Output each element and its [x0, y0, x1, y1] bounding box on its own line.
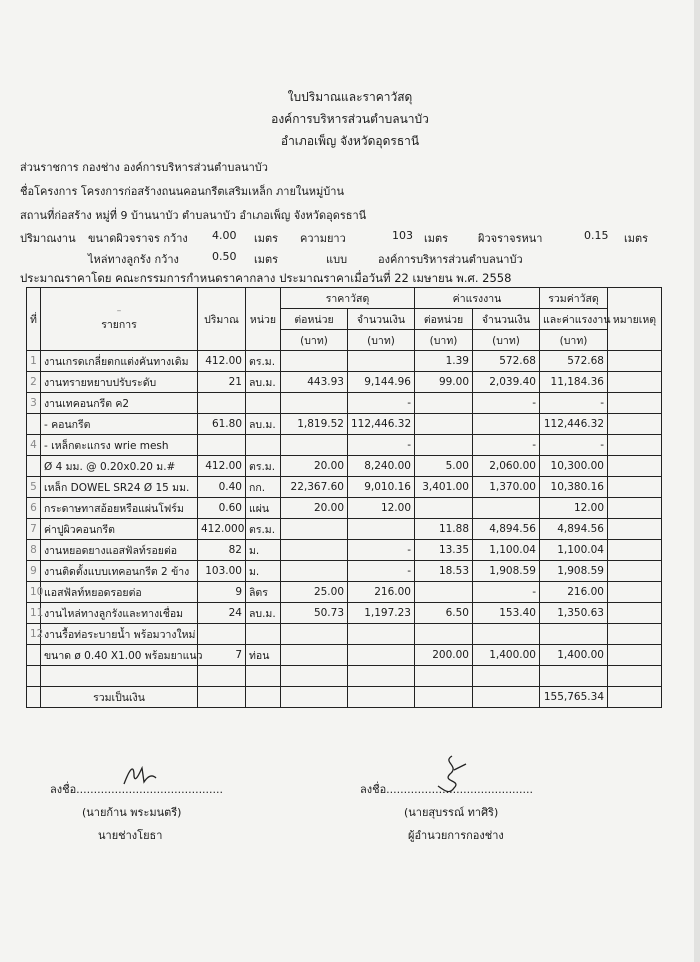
cell-unit: แผ่น [246, 498, 281, 519]
cell-ma: 8,240.00 [348, 456, 415, 477]
cell-la [473, 624, 540, 645]
cell-unit: ลบ.ม. [246, 414, 281, 435]
cell-mp [281, 351, 348, 372]
total-label: รวมเป็นเงิน [41, 687, 198, 708]
cell-mp: 20.00 [281, 456, 348, 477]
cell-mp: 50.73 [281, 603, 348, 624]
cell-unit [246, 393, 281, 414]
left-signer-name: (นายก้าน พระมนตรี) [82, 806, 182, 819]
cell-no: 3 [27, 393, 41, 414]
left-signature-mark [120, 762, 160, 788]
cell-unit: ลบ.ม. [246, 603, 281, 624]
cell-item: เหล็ก DOWEL SR24 Ø 15 มม. [41, 477, 198, 498]
total-row [27, 687, 662, 708]
cell-unit: ม. [246, 561, 281, 582]
cell-mp [281, 435, 348, 456]
cell-tot: 4,894.56 [540, 519, 608, 540]
header-mat-per: ต่อหน่วย [281, 309, 348, 330]
cell-unit: ตร.ม. [246, 456, 281, 477]
thick-label: ผิวจราจรหนา [478, 232, 543, 245]
cell-la [473, 666, 540, 687]
cell-lp: 200.00 [415, 645, 473, 666]
cell-remark [608, 561, 662, 582]
cell-lp [415, 393, 473, 414]
cell-la: 4,894.56 [473, 519, 540, 540]
cell-qty: 0.60 [198, 498, 246, 519]
cell-item: ค่าปูผิวคอนกรีต [41, 519, 198, 540]
cell-qty: 412.00 [198, 456, 246, 477]
cell-lp: 3,401.00 [415, 477, 473, 498]
cell-qty: 24 [198, 603, 246, 624]
cell-ma: - [348, 561, 415, 582]
cell-lp [415, 414, 473, 435]
cell-remark [608, 519, 662, 540]
unit-m-1: เมตร [254, 232, 279, 245]
cell-tot: 11,184.36 [540, 372, 608, 393]
header-item-label: รายการ [101, 318, 137, 331]
cell-la: 2,060.00 [473, 456, 540, 477]
cell-qty: 412.00 [198, 351, 246, 372]
cell-ma: 9,144.96 [348, 372, 415, 393]
cell-lp [415, 435, 473, 456]
cell-unit: ตร.ม. [246, 351, 281, 372]
price-table [26, 287, 662, 708]
cell-qty: 7 [198, 645, 246, 666]
cell-qty [198, 435, 246, 456]
cell-ma [348, 666, 415, 687]
cell-lp [415, 582, 473, 603]
cell-remark [608, 624, 662, 645]
table-row [27, 603, 662, 624]
dept-line: ส่วนราชการ กองช่าง องค์การบริหารส่วนตำบลนาบัว [20, 161, 268, 174]
left-sign-line: ลงชื่อ.......................................... [50, 783, 224, 796]
cell-unit: ท่อน [246, 645, 281, 666]
left-signer-title: นายช่างโยธา [98, 829, 163, 842]
cell-la: - [473, 582, 540, 603]
cell-no [27, 456, 41, 477]
cell-no [27, 666, 41, 687]
cell-mp: 22,367.60 [281, 477, 348, 498]
cell-la: 572.68 [473, 351, 540, 372]
header-labor: ค่าแรงงาน [415, 288, 540, 309]
table-row [27, 561, 662, 582]
right-signer-name: (นายสุบรรณ์ ทาศิริ) [404, 806, 499, 819]
cell-ma [348, 624, 415, 645]
cell-remark [608, 435, 662, 456]
cell-la [473, 414, 540, 435]
header-baht-5: (บาท) [540, 330, 608, 351]
cell-mp [281, 624, 348, 645]
cell-item: Ø 4 มม. @ 0.20x0.20 ม.# [41, 456, 198, 477]
cell-tot: 1,908.59 [540, 561, 608, 582]
cell-lp: 5.00 [415, 456, 473, 477]
shoulder-value: 0.50 [212, 250, 237, 263]
cell-mp: 443.93 [281, 372, 348, 393]
table-row [27, 351, 662, 372]
cell-ma: 112,446.32 [348, 414, 415, 435]
cell-lp [415, 498, 473, 519]
cell-lp: 6.50 [415, 603, 473, 624]
table-row [27, 414, 662, 435]
cell-qty: 103.00 [198, 561, 246, 582]
cell-tot: 1,350.63 [540, 603, 608, 624]
cell-item [41, 666, 198, 687]
cell-qty [198, 666, 246, 687]
cell-no: 8 [27, 540, 41, 561]
header-remark: หมายเหตุ [608, 288, 662, 351]
cell-no [27, 414, 41, 435]
cell-unit: ลิตร [246, 582, 281, 603]
cell-mp [281, 393, 348, 414]
cell-la: - [473, 393, 540, 414]
unit-m-4: เมตร [254, 253, 279, 266]
cell-item: งานเทคอนกรีต ค2 [41, 393, 198, 414]
right-signature-mark [432, 752, 472, 798]
cell-no: 7 [27, 519, 41, 540]
cell-item: งานทรายหยาบปรับระดับ [41, 372, 198, 393]
cell-ma: - [348, 540, 415, 561]
table-row [27, 582, 662, 603]
header-qty: ปริมาณ [198, 288, 246, 351]
doc-location: อำเภอเพ็ญ จังหวัดอุดรธานี [280, 134, 420, 148]
cell-tot: 10,300.00 [540, 456, 608, 477]
site-line: สถานที่ก่อสร้าง หมู่ที่ 9 บ้านนาบัว ตำบลนาบัว อำเภอเพ็ญ จังหวัดอุดรธานี [20, 209, 367, 222]
cell-item: งานหยอดยางแอสฟัลท์รอยต่อ [41, 540, 198, 561]
cell-remark [608, 456, 662, 477]
cell-ma: 9,010.16 [348, 477, 415, 498]
cell-item: - เหล็กตะแกรง wrie mesh [41, 435, 198, 456]
cell-no: 12 [27, 624, 41, 645]
header-baht-4: (บาท) [473, 330, 540, 351]
cell-mp [281, 519, 348, 540]
cell-no: 9 [27, 561, 41, 582]
cell-remark [608, 414, 662, 435]
cell-no: 10 [27, 582, 41, 603]
header-mat-amt: จำนวนเงิน [348, 309, 415, 330]
table-row [27, 393, 662, 414]
cell-qty: 61.80 [198, 414, 246, 435]
cell-qty: 21 [198, 372, 246, 393]
unit-m-2: เมตร [424, 232, 449, 245]
cell-item: แอสฟัลท์หยอดรอยต่อ [41, 582, 198, 603]
cell-ma: 12.00 [348, 498, 415, 519]
table-row [27, 624, 662, 645]
doc-title: ใบปริมาณและราคาวัสดุ [287, 90, 413, 104]
cell-remark [608, 477, 662, 498]
cell-no: 11 [27, 603, 41, 624]
cell-mp: 20.00 [281, 498, 348, 519]
cell-tot: 12.00 [540, 498, 608, 519]
cell-la: 2,039.40 [473, 372, 540, 393]
cell-tot: 10,380.16 [540, 477, 608, 498]
cell-qty [198, 624, 246, 645]
cell-qty: 412.000 [198, 519, 246, 540]
doc-org: องค์การบริหารส่วนตำบลนาบัว [271, 112, 429, 126]
header-unit: หน่วย [246, 288, 281, 351]
cell-remark [608, 351, 662, 372]
header-baht-2: (บาท) [348, 330, 415, 351]
table-row [27, 498, 662, 519]
cell-tot: 1,100.04 [540, 540, 608, 561]
cell-mp [281, 645, 348, 666]
header-material: ราคาวัสดุ [281, 288, 415, 309]
cell-remark [608, 582, 662, 603]
cell-tot: 1,400.00 [540, 645, 608, 666]
header-item [41, 288, 198, 351]
cell-lp: 13.35 [415, 540, 473, 561]
cell-qty: 82 [198, 540, 246, 561]
cell-lp: 1.39 [415, 351, 473, 372]
cell-unit: ลบ.ม. [246, 372, 281, 393]
table-row [27, 435, 662, 456]
right-signer-title: ผู้อำนวยการกองช่าง [408, 829, 504, 842]
project-line: ชื่อโครงการ โครงการก่อสร้างถนนคอนกรีตเสริมเหล็ก ภายในหมู่บ้าน [20, 185, 344, 198]
cell-tot: 572.68 [540, 351, 608, 372]
table-row [27, 666, 662, 687]
cell-tot [540, 666, 608, 687]
header-lab-amt: จำนวนเงิน [473, 309, 540, 330]
header-total-2: และค่าแรงงาน [540, 309, 608, 330]
header-baht-3: (บาท) [415, 330, 473, 351]
cell-no [27, 645, 41, 666]
cell-remark [608, 372, 662, 393]
cell-la: 1,370.00 [473, 477, 540, 498]
cell-ma: 216.00 [348, 582, 415, 603]
cell-mp [281, 666, 348, 687]
cell-mp: 25.00 [281, 582, 348, 603]
cell-no: 2 [27, 372, 41, 393]
length-label: ความยาว [300, 232, 346, 245]
cell-mp [281, 540, 348, 561]
width-value: 4.00 [212, 229, 237, 242]
table-header-row-1 [27, 288, 662, 309]
estimate-line: ประมาณราคาโดย คณะกรรมการกำหนดราคากลาง ประมาณราคาเมื่อวันที่ 22 เมษายน พ.ศ. 2558 [20, 271, 512, 285]
cell-unit [246, 435, 281, 456]
header-lab-per: ต่อหน่วย [415, 309, 473, 330]
cell-la: 1,100.04 [473, 540, 540, 561]
cell-item: - คอนกรีต [41, 414, 198, 435]
cell-qty: 9 [198, 582, 246, 603]
header-baht-1: (บาท) [281, 330, 348, 351]
cell-no: 5 [27, 477, 41, 498]
cell-ma: - [348, 393, 415, 414]
header-no: ที่ [27, 288, 41, 351]
cell-item: ขนาด ø 0.40 X1.00 พร้อมยาแนว [41, 645, 198, 666]
thick-value: 0.15 [584, 229, 609, 242]
form-value: องค์การบริหารส่วนตำบลนาบัว [378, 253, 523, 266]
cell-ma [348, 351, 415, 372]
cell-item: กระดาษทาสอ้อยหรือแผ่นโฟร์ม [41, 498, 198, 519]
cell-la [473, 498, 540, 519]
cell-no: 1 [27, 351, 41, 372]
cell-ma: - [348, 435, 415, 456]
table-row [27, 540, 662, 561]
cell-item: งานรื้อท่อระบายน้ำ พร้อมวางใหม่ [41, 624, 198, 645]
cell-unit: กก. [246, 477, 281, 498]
cell-ma [348, 519, 415, 540]
cell-no: 4 [27, 435, 41, 456]
cell-unit [246, 624, 281, 645]
table-row [27, 477, 662, 498]
cell-tot: - [540, 393, 608, 414]
cell-unit [246, 666, 281, 687]
cell-lp: 11.88 [415, 519, 473, 540]
cell-tot: 112,446.32 [540, 414, 608, 435]
cell-tot [540, 624, 608, 645]
qty-label: ปริมาณงาน [20, 232, 76, 245]
cell-la: 1,400.00 [473, 645, 540, 666]
cell-ma [348, 645, 415, 666]
table-row [27, 519, 662, 540]
cell-item: งานเกรดเกลี่ยตกแต่งคันทางเดิม [41, 351, 198, 372]
total-no [27, 687, 41, 708]
size-label: ขนาดผิวจราจร กว้าง [88, 232, 188, 245]
cell-item: งานไหล่ทางลูกรังและทางเชื่อม [41, 603, 198, 624]
cell-mp: 1,819.52 [281, 414, 348, 435]
cell-remark [608, 603, 662, 624]
shoulder-label: ไหล่ทางลูกรัง กว้าง [88, 253, 179, 266]
cell-remark [608, 645, 662, 666]
cell-la: 1,908.59 [473, 561, 540, 582]
total-value: 155,765.34 [540, 687, 608, 708]
unit-m-3: เมตร [624, 232, 649, 245]
table-row [27, 372, 662, 393]
form-label: แบบ [326, 253, 348, 266]
table-row [27, 645, 662, 666]
cell-mp [281, 561, 348, 582]
cell-unit: ตร.ม. [246, 519, 281, 540]
cell-item: งานติดตั้งแบบเทคอนกรีต 2 ข้าง [41, 561, 198, 582]
cell-remark [608, 666, 662, 687]
cell-la: - [473, 435, 540, 456]
table-row [27, 456, 662, 477]
header-total-1: รวมค่าวัสดุ [540, 288, 608, 309]
right-sign-line: ลงชื่อ.......................................... [360, 783, 534, 796]
cell-unit: ม. [246, 540, 281, 561]
cell-remark [608, 540, 662, 561]
cell-la: 153.40 [473, 603, 540, 624]
header-dash: – [116, 305, 122, 316]
cell-no: 6 [27, 498, 41, 519]
cell-remark [608, 393, 662, 414]
cell-qty [198, 393, 246, 414]
cell-tot: 216.00 [540, 582, 608, 603]
cell-remark [608, 498, 662, 519]
cell-lp: 99.00 [415, 372, 473, 393]
cell-tot: - [540, 435, 608, 456]
cell-lp [415, 666, 473, 687]
cell-lp: 18.53 [415, 561, 473, 582]
cell-lp [415, 624, 473, 645]
length-value: 103 [392, 229, 413, 242]
cell-qty: 0.40 [198, 477, 246, 498]
cell-ma: 1,197.23 [348, 603, 415, 624]
